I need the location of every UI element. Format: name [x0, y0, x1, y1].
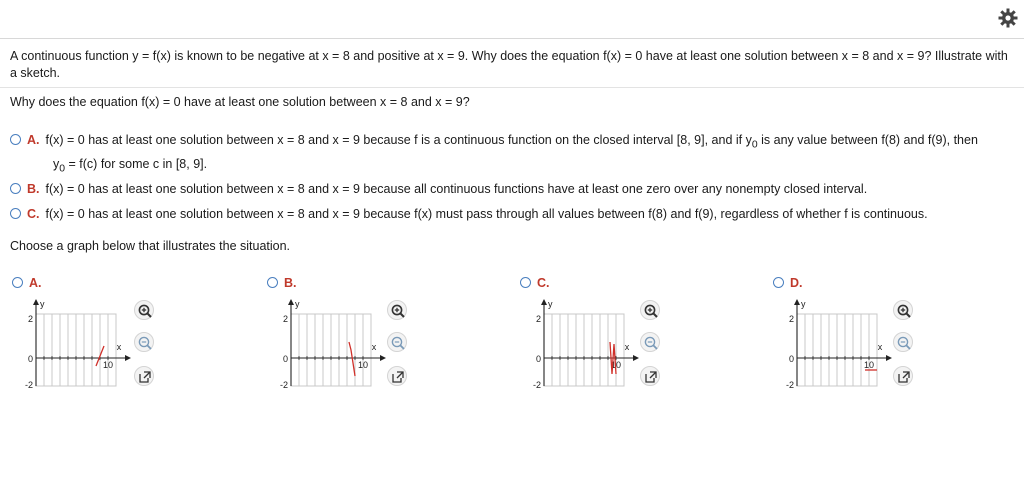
question-text: A continuous function y = f(x) is known to be negative at x = 8 and positive at x = 9. Why does the equation f(x) = 0 have at least one solution between x = 8 and x = 9? Illustrate with a sketch. — [10, 49, 1008, 80]
y-axis-arrow — [794, 299, 800, 305]
origin-label: 0 — [535, 354, 541, 364]
graph-letter: D. — [790, 276, 803, 290]
choice-b[interactable] — [10, 180, 867, 198]
choice-a-text-2: is any value between f(8) and f(9), then — [757, 133, 978, 147]
graph-b[interactable] — [271, 296, 391, 396]
divider — [0, 87, 1024, 88]
subscript: 0 — [59, 163, 66, 174]
y-tick-label: 2 — [27, 314, 33, 324]
choice-c-text: f(x) = 0 has at least one solution between x = 8 and x = 9 because f(x) must pass through all values between f(8) and f(9), regardless of whether f is continuous. — [45, 207, 928, 221]
y-axis-arrow — [288, 299, 294, 305]
zoom-in-icon — [390, 303, 406, 319]
radio-graph-d[interactable] — [773, 277, 784, 288]
radio-graph-a[interactable] — [12, 277, 23, 288]
y-tick-label: -2 — [785, 380, 794, 390]
graph-letter: C. — [537, 276, 550, 290]
choice-letter: A. — [27, 133, 40, 147]
x-axis-arrow — [633, 355, 639, 361]
origin-label: 0 — [788, 354, 794, 364]
x-axis-label: x — [877, 342, 883, 352]
radio-choice-a[interactable] — [10, 134, 21, 145]
part1-prompt: Why does the equation f(x) = 0 have at least one solution between x = 8 and x = 9? — [10, 95, 470, 109]
graph-option-d[interactable] — [773, 276, 809, 290]
function-curve — [349, 342, 355, 376]
part2-prompt: Choose a graph below that illustrates the situation. — [10, 239, 291, 253]
var-y: y — [53, 156, 60, 171]
zoom-in-icon — [643, 303, 659, 319]
graph-option-c[interactable] — [520, 276, 556, 290]
choice-a-text-3: = f(c) for some c in [8, 9]. — [65, 156, 208, 171]
choice-a[interactable] — [10, 131, 1015, 178]
subscript: 0 — [751, 139, 758, 151]
open-external-icon — [390, 369, 406, 385]
y-axis-arrow — [33, 299, 39, 305]
radio-choice-c[interactable] — [10, 208, 21, 219]
x-axis-label: x — [371, 342, 377, 352]
choice-letter: C. — [27, 207, 40, 221]
open-external-icon — [643, 369, 659, 385]
y-axis-label: y — [40, 299, 45, 309]
graph-option-a[interactable] — [12, 276, 48, 290]
zoom-in-button[interactable] — [640, 300, 660, 320]
graph-option-b[interactable] — [267, 276, 303, 290]
origin-label: 0 — [282, 354, 288, 364]
x-axis-arrow — [125, 355, 131, 361]
zoom-in-button[interactable] — [134, 300, 154, 320]
zoom-out-button[interactable] — [387, 332, 407, 352]
choice-c[interactable] — [10, 205, 928, 223]
zoom-out-button[interactable] — [893, 332, 913, 352]
top-bar — [0, 0, 1024, 39]
x-tick-label: 10 — [610, 360, 622, 370]
y-axis-arrow — [541, 299, 547, 305]
choice-letter: B. — [27, 182, 40, 196]
zoom-in-icon — [896, 303, 912, 319]
open-external-icon — [137, 369, 153, 385]
zoom-in-button[interactable] — [387, 300, 407, 320]
graph-d[interactable] — [777, 296, 897, 396]
y-axis-label: y — [801, 299, 806, 309]
y-tick-label: -2 — [24, 380, 33, 390]
open-external-button[interactable] — [640, 366, 660, 386]
x-axis-arrow — [380, 355, 386, 361]
zoom-out-icon — [896, 335, 912, 351]
graph-a[interactable] — [16, 296, 136, 396]
open-external-icon — [896, 369, 912, 385]
y-tick-label: -2 — [532, 380, 541, 390]
y-tick-label: 2 — [788, 314, 794, 324]
zoom-out-button[interactable] — [640, 332, 660, 352]
zoom-in-icon — [137, 303, 153, 319]
graph-c[interactable] — [524, 296, 644, 396]
x-tick-label: 10 — [102, 360, 114, 370]
zoom-in-button[interactable] — [893, 300, 913, 320]
y-tick-label: 2 — [535, 314, 541, 324]
x-axis-arrow — [886, 355, 892, 361]
origin-label: 0 — [27, 354, 33, 364]
choice-b-text: f(x) = 0 has at least one solution between x = 8 and x = 9 because all continuous functions have at least one zero over any nonempty closed interval. — [45, 182, 868, 196]
graph-letter: A. — [29, 276, 42, 290]
zoom-out-button[interactable] — [134, 332, 154, 352]
zoom-out-icon — [643, 335, 659, 351]
open-external-button[interactable] — [134, 366, 154, 386]
open-external-button[interactable] — [893, 366, 913, 386]
open-external-button[interactable] — [387, 366, 407, 386]
x-axis-label: x — [116, 342, 122, 352]
graph-letter: B. — [284, 276, 297, 290]
zoom-out-icon — [137, 335, 153, 351]
x-tick-label: 10 — [863, 360, 875, 370]
radio-graph-c[interactable] — [520, 277, 531, 288]
radio-choice-b[interactable] — [10, 183, 21, 194]
gear-icon[interactable] — [998, 8, 1018, 28]
y-axis-label: y — [548, 299, 553, 309]
choice-a-text-1: f(x) = 0 has at least one solution between x = 8 and x = 9 because f is a continuous function on the closed interval [8, 9], and if y — [45, 133, 752, 147]
y-axis-label: y — [295, 299, 300, 309]
x-axis-label: x — [624, 342, 630, 352]
radio-graph-b[interactable] — [267, 277, 278, 288]
y-tick-label: 2 — [282, 314, 288, 324]
choice-a-line2 — [10, 155, 1015, 179]
y-tick-label: -2 — [279, 380, 288, 390]
x-tick-label: 10 — [357, 360, 369, 370]
zoom-out-icon — [390, 335, 406, 351]
